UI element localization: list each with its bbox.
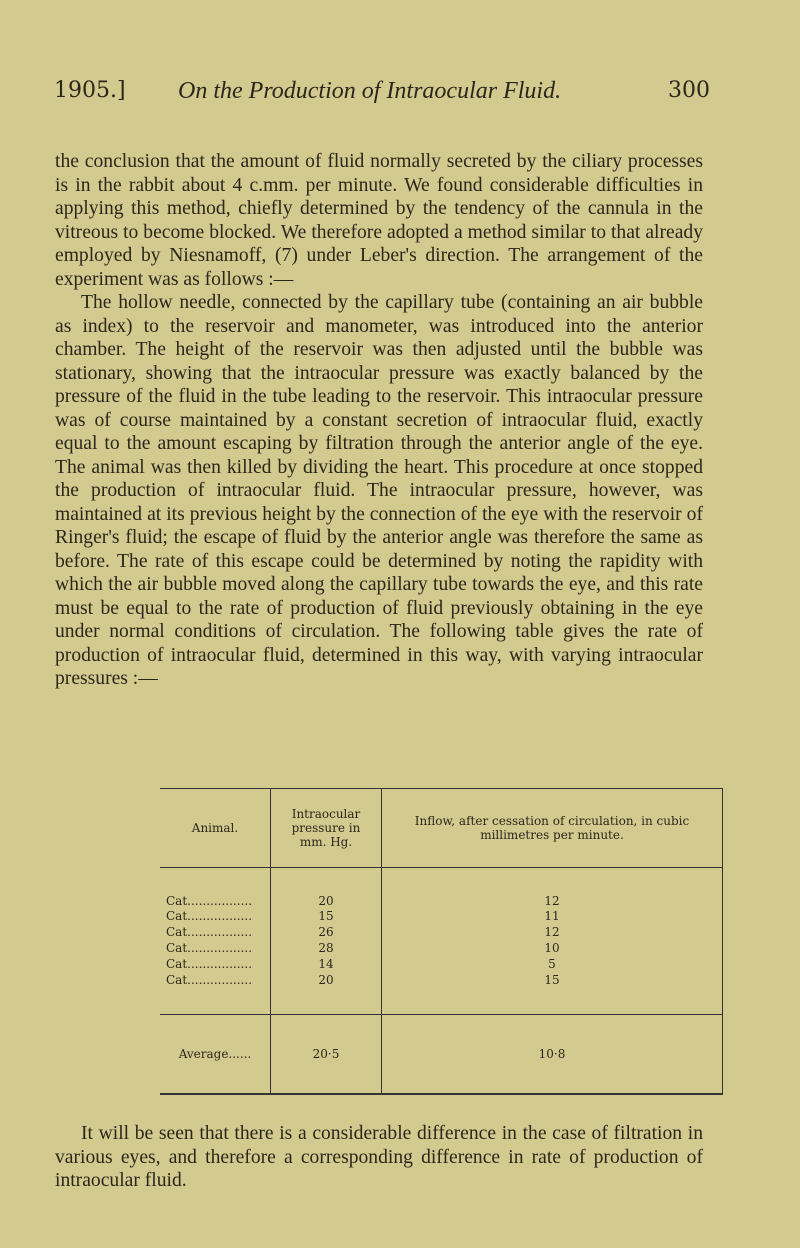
header-inflow: Inflow, after cessation of circulation, in cubic millimetres per minute. — [382, 789, 723, 868]
cell-inflow: 5 — [548, 956, 556, 971]
cell-inflow: 12 — [544, 893, 560, 908]
cell-animal: Cat................. — [166, 941, 253, 955]
cell-animal: Cat................. — [166, 972, 253, 987]
cell-inflow: 10 — [544, 941, 560, 955]
table-data-row — [160, 868, 723, 1015]
cell-animal: Cat................. — [166, 893, 253, 908]
paragraph: the conclusion that the amount of fluid normally secreted by the ciliary processes is in the rabbit about 4 c.mm. per minute. We found considerable difficulties in applying this method, chiefly determined by the tendency of the cannula in the vitreous to become blocked. We therefore adopted a method similar to that already employed by Niesnamoff, (7) under Leber's direction. The arrangement of the experiment was as follows :— — [55, 151, 703, 290]
cell-pressure: 14 — [318, 956, 334, 971]
body-text — [55, 150, 703, 691]
cell-animal: Cat................. — [166, 956, 253, 971]
animal-column — [160, 868, 271, 1015]
running-title: On the Production of Intraocular Fluid. — [178, 78, 562, 104]
cell-inflow: 11 — [544, 909, 560, 924]
cell-animal: Cat................. — [166, 909, 253, 924]
cell-inflow: 15 — [544, 972, 560, 987]
average-pressure: 20·5 — [271, 1015, 382, 1095]
average-inflow: 10·8 — [382, 1015, 723, 1095]
paragraph: The hollow needle, connected by the capillary tube (containing an air bubble as index) to the reservoir and manometer, was introduced into the anterior chamber. The height of the reservoir was then adjusted until the bubble was stationary, showing that the intraocular pressure was exactly balanced by the pressure of the fluid in the tube leading to the reservoir. This intraocular pressure was of course maintained by a constant secretion of intraocular fluid, exactly equal to the amount escaping by filtration through the anterior angle of the eye. The animal was then killed by dividing the heart. This procedure at once stopped the production of intraocular fluid. The intraocular pressure, however, was maintained at its previous height by the connection of the eye with the reservoir of Ringer's fluid; the escape of fluid by the anterior angle was therefore the same as before. The rate of this escape could be determined by noting the rapidity with which the air bubble moved along the capillary tube towards the eye, and this rate must be equal to the rate of production of fluid previously obtaining in the eye under normal conditions of circulation. The following table gives the rate of production of intraocular fluid, determined in this way, with varying intraocular pressures :— — [55, 292, 703, 689]
pressure-column — [271, 868, 382, 1015]
body-text-conclusion — [55, 1122, 703, 1193]
header-pressure: Intraocular pressure in mm. Hg. — [271, 789, 382, 868]
cell-animal: Cat................. — [166, 925, 253, 940]
results-table — [160, 788, 723, 1095]
header-year: 1905.] — [54, 78, 126, 103]
header-animal: Animal. — [160, 789, 271, 868]
table-header-row — [160, 789, 723, 868]
cell-pressure: 26 — [318, 925, 334, 940]
cell-pressure: 15 — [318, 909, 334, 924]
average-row — [160, 1015, 723, 1095]
paragraph: It will be seen that there is a considerable difference in the case of filtration in various eyes, and therefore a corresponding difference in rate of production of intraocular fluid. — [55, 1123, 703, 1191]
cell-pressure: 20 — [318, 893, 334, 908]
cell-pressure: 20 — [318, 972, 334, 987]
inflow-column — [382, 868, 723, 1015]
cell-pressure: 28 — [318, 941, 334, 955]
average-label: Average...... — [160, 1015, 271, 1095]
cell-inflow: 12 — [544, 925, 560, 940]
page-number: 300 — [668, 78, 710, 103]
